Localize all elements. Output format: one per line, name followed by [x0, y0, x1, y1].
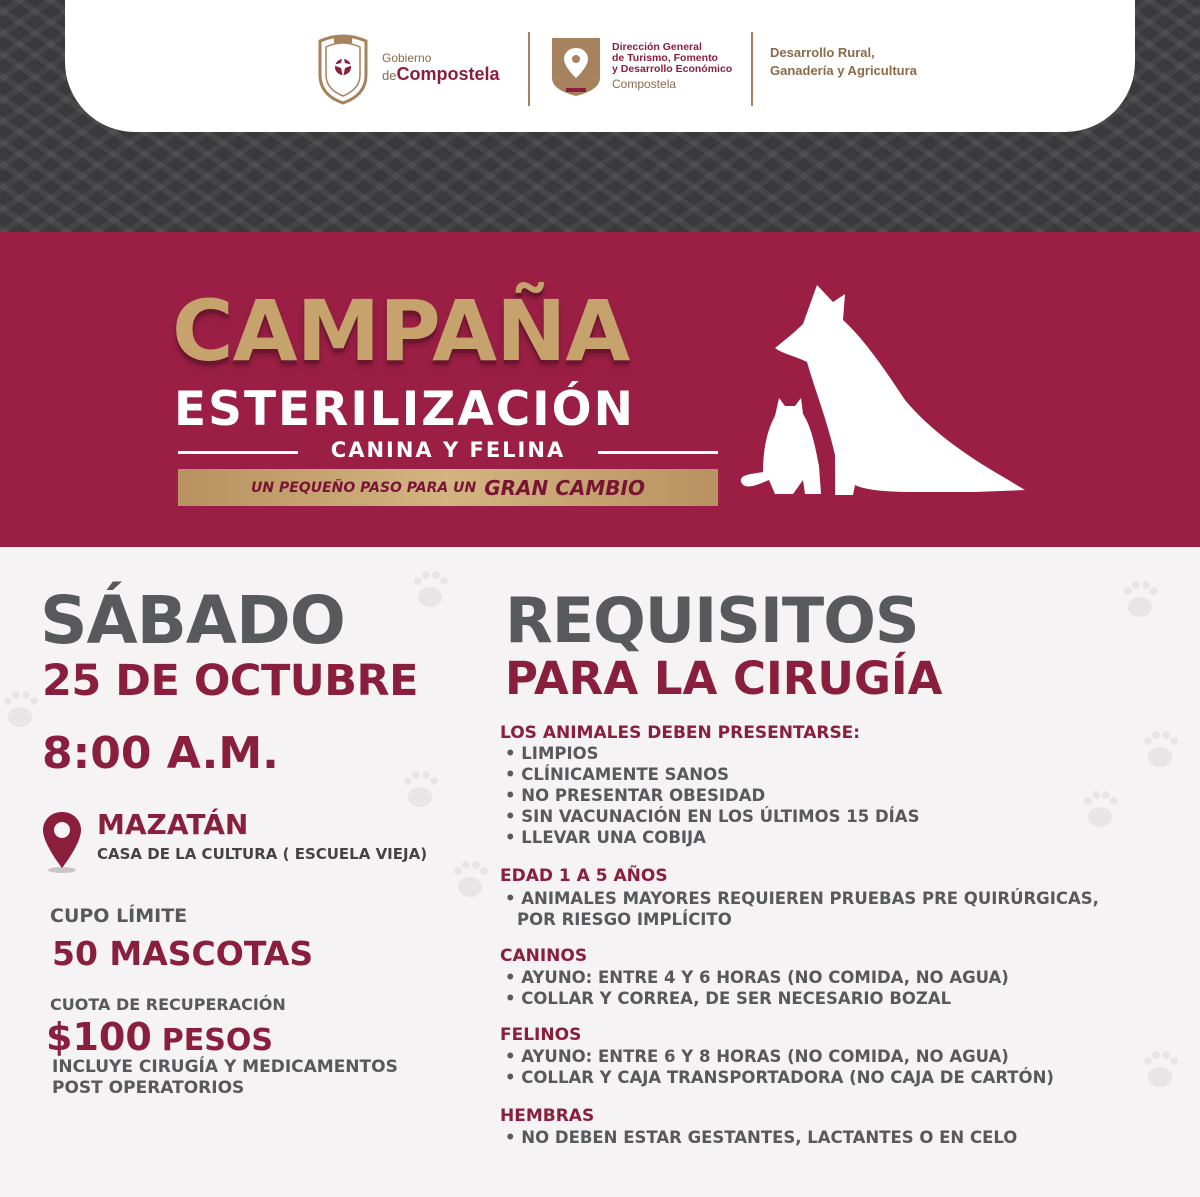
- turismo-subtitle: Compostela: [612, 76, 677, 91]
- cupo-label: CUPO LÍMITE: [50, 905, 188, 927]
- section-heading-edad: EDAD 1 A 5 AÑOS: [500, 866, 668, 886]
- turismo-title-1: Dirección General: [612, 40, 702, 53]
- list-item: • LIMPIOS: [505, 744, 599, 763]
- campaign-title: CAMPAÑA: [172, 282, 630, 380]
- desarrollo-rural-logo: [770, 44, 917, 79]
- event-day: SÁBADO: [40, 582, 345, 659]
- section-heading-caninos: CANINOS: [500, 946, 588, 966]
- section-list-edad: [505, 888, 1099, 930]
- campaign-tag-row: [178, 440, 718, 464]
- turismo-title-3: y Desarrollo Económico: [612, 63, 733, 76]
- slogan-big: GRAN CAMBIO: [484, 475, 645, 500]
- section-list-presentacion: [505, 743, 919, 849]
- cuota-amount: $100: [46, 1015, 152, 1059]
- list-item: • AYUNO: ENTRE 6 Y 8 HORAS (NO COMIDA, NO AGUA): [505, 1047, 1009, 1066]
- rural-line-2: Ganadería y Agricultura: [770, 62, 917, 78]
- compostela-shield-icon: [312, 31, 374, 105]
- list-item: • LLEVAR UNA COBIJA: [505, 828, 706, 848]
- campaign-subtitle: ESTERILIZACIÓN: [174, 382, 635, 437]
- event-time: 8:00 A.M.: [42, 728, 279, 779]
- compostela-label: deCompostela: [382, 63, 500, 84]
- list-item: • COLLAR Y CORREA, DE SER NECESARIO BOZAL: [505, 989, 952, 1009]
- logo-divider: [528, 32, 530, 106]
- list-item: • SIN VACUNACIÓN EN LOS ÚLTIMOS 15 DÍAS: [505, 807, 920, 827]
- list-item: • CLÍNICAMENTE SANOS: [505, 765, 730, 785]
- requisitos-title: REQUISITOS: [505, 584, 919, 657]
- section-heading-felinos: FELINOS: [500, 1025, 582, 1045]
- logo-divider: [751, 32, 753, 106]
- gobierno-label: Gobierno: [382, 51, 432, 66]
- section-list-felinos: [505, 1046, 1054, 1088]
- section-heading-hembras: HEMBRAS: [500, 1106, 595, 1126]
- cuota-note: [52, 1057, 398, 1100]
- slogan-ribbon: [178, 469, 718, 506]
- campaign-tag: CANINA Y FELINA: [330, 438, 566, 462]
- list-item: • AYUNO: ENTRE 4 Y 6 HORAS (NO COMIDA, NO AGUA): [505, 968, 1009, 987]
- list-item: • NO PRESENTAR OBESIDAD: [505, 786, 766, 806]
- turismo-pin-icon: [548, 32, 604, 100]
- requisitos-subtitle: PARA LA CIRUGÍA: [505, 652, 943, 705]
- location-pin-icon: [40, 810, 84, 874]
- rural-line-1: Desarrollo Rural,: [770, 45, 875, 60]
- list-item: • COLLAR Y CAJA TRANSPORTADORA (NO CAJA DE CARTÓN): [505, 1068, 1054, 1088]
- cuota-note-line-1: INCLUYE CIRUGÍA Y MEDICAMENTOS: [52, 1057, 398, 1077]
- turismo-title-2: de Turismo, Fomento: [612, 51, 718, 64]
- event-place: MAZATÁN: [97, 808, 249, 841]
- slogan-small: UN PEQUEÑO PASO PARA UN: [251, 479, 477, 496]
- gobierno-compostela-logo: [312, 31, 500, 105]
- section-list-caninos: [505, 967, 1009, 1009]
- turismo-logo: [548, 32, 732, 100]
- tag-line-right: [598, 451, 718, 454]
- cuota-unit: PESOS: [161, 1023, 273, 1058]
- dog-and-cat-silhouette-icon: [735, 280, 1035, 510]
- cuota-label: CUOTA DE RECUPERACIÓN: [50, 995, 286, 1014]
- event-place-detail: CASA DE LA CULTURA ( ESCUELA VIEJA): [97, 845, 428, 863]
- list-item: POR RIESGO IMPLÍCITO: [517, 910, 732, 930]
- event-date: 25 DE OCTUBRE: [42, 656, 418, 706]
- cuota-value: [46, 1015, 273, 1059]
- list-item: • ANIMALES MAYORES REQUIEREN PRUEBAS PRE QUIRÚRGICAS,: [505, 889, 1099, 908]
- section-list-hembras: [505, 1127, 1017, 1148]
- cupo-value: 50 MASCOTAS: [52, 934, 314, 973]
- section-heading-presentacion: LOS ANIMALES DEBEN PRESENTARSE:: [500, 723, 861, 743]
- list-item: • NO DEBEN ESTAR GESTANTES, LACTANTES O EN CELO: [505, 1128, 1018, 1147]
- cuota-note-line-2: POST OPERATORIOS: [52, 1078, 245, 1099]
